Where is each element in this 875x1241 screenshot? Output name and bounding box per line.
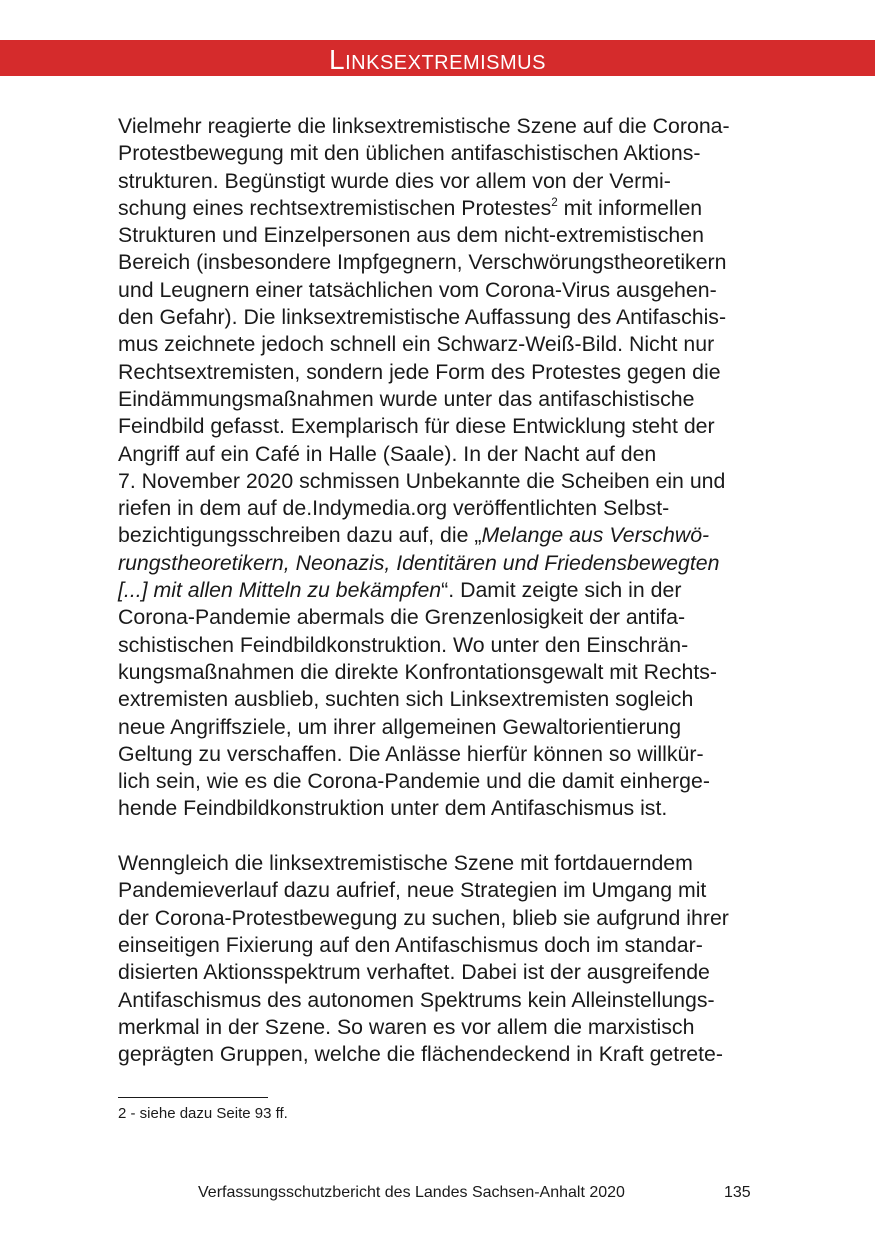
text-line: der Corona-Protestbewegung zu suchen, blieb sie aufgrund ihrer bbox=[118, 905, 729, 930]
text-line bbox=[118, 195, 758, 222]
text-line bbox=[118, 577, 758, 604]
section-title: Linksextremismus bbox=[329, 44, 546, 75]
text-line: Geltung zu verschaffen. Die Anlässe hierfür können so willkür- bbox=[118, 741, 704, 766]
text-line: disierten Aktionsspektrum verhaftet. Dabei ist der ausgreifende bbox=[118, 960, 710, 985]
text-line: Angriff auf ein Café in Halle (Saale). In der Nacht auf den bbox=[118, 441, 657, 466]
text-line: Antifaschismus des autonomen Spektrums kein Alleinstellungs- bbox=[118, 987, 715, 1012]
paragraph-gap bbox=[118, 823, 758, 850]
text-line: geprägten Gruppen, welche die flächendeckend in Kraft getrete- bbox=[118, 1042, 723, 1067]
text-line: merkmal in der Szene. So waren es vor allem die marxistisch bbox=[118, 1014, 695, 1039]
text-line: riefen in dem auf de.Indymedia.org veröffentlichten Selbst- bbox=[118, 496, 670, 521]
text-line: schistischen Feindbildkonstruktion. Wo unter den Einschrän- bbox=[118, 632, 689, 657]
text-line: extremisten ausblieb, suchten sich Linksextremisten sogleich bbox=[118, 687, 694, 712]
text-line: Pandemieverlauf dazu aufrief, neue Strategien im Umgang mit bbox=[118, 878, 707, 903]
footer-publication: Verfassungsschutzbericht des Landes Sachsen-Anhalt 2020 bbox=[198, 1184, 625, 1201]
quoted-text: rungstheoretikern, Neonazis, Identitären und Friedensbewegten bbox=[118, 550, 720, 575]
text-line bbox=[118, 550, 758, 577]
text-line bbox=[118, 522, 758, 549]
quoted-text: [...] mit allen Mitteln zu bekämpfen bbox=[118, 578, 442, 603]
footnote-divider bbox=[118, 1097, 268, 1098]
text-line: Rechtsextremisten, sondern jede Form des Protestes gegen die bbox=[118, 359, 721, 384]
main-text bbox=[118, 113, 758, 1068]
text-line: mus zeichnete jedoch schnell ein Schwarz-Weiß-Bild. Nicht nur bbox=[118, 332, 715, 357]
text-line: Strukturen und Einzelpersonen aus dem nicht-extremistischen bbox=[118, 223, 704, 248]
text-line: hende Feindbildkonstruktion unter dem Antifaschismus ist. bbox=[118, 796, 668, 821]
text-line: strukturen. Begünstigt wurde dies vor allem von der Vermi- bbox=[118, 168, 671, 193]
text-run: mit informellen bbox=[557, 195, 703, 220]
page-number: 135 bbox=[724, 1184, 751, 1201]
text-line: den Gefahr). Die linksextremistische Auffassung des Antifaschis- bbox=[118, 305, 727, 330]
text-line: Protestbewegung mit den üblichen antifaschistischen Aktions- bbox=[118, 141, 701, 166]
text-line: 7. November 2020 schmissen Unbekannte die Scheiben ein und bbox=[118, 468, 726, 493]
text-line: Feindbild gefasst. Exemplarisch für diese Entwicklung steht der bbox=[118, 414, 715, 439]
paragraph-1 bbox=[118, 113, 758, 823]
text-line: kungsmaßnahmen die direkte Konfrontationsgewalt mit Rechts- bbox=[118, 659, 717, 684]
text-line: Bereich (insbesondere Impfgegnern, Verschwörungstheoretikern bbox=[118, 250, 727, 275]
text-run: “. Damit zeigte sich in der bbox=[441, 578, 682, 603]
text-line: und Leugnern einer tatsächlichen vom Corona-Virus ausgehen- bbox=[118, 277, 717, 302]
text-line: Vielmehr reagierte die linksextremistische Szene auf die Corona- bbox=[118, 114, 730, 138]
quoted-text: Melange aus Verschwö- bbox=[481, 523, 710, 548]
footnote: 2 - siehe dazu Seite 93 ff. bbox=[118, 1105, 288, 1122]
footnote-reference: 2 bbox=[551, 196, 558, 210]
text-line: Wenngleich die linksextremistische Szene mit fortdauerndem bbox=[118, 851, 693, 876]
text-line: lich sein, wie es die Corona-Pandemie und die damit einherge- bbox=[118, 769, 710, 794]
text-line: Eindämmungsmaßnahmen wurde unter das antifaschistische bbox=[118, 386, 695, 411]
text-run: bezichtigungsschreiben dazu auf, die „ bbox=[118, 523, 482, 548]
text-line: neue Angriffsziele, um ihrer allgemeinen Gewaltorientierung bbox=[118, 714, 682, 739]
text-line: Corona-Pandemie abermals die Grenzenlosigkeit der antifa- bbox=[118, 605, 686, 630]
text-line: einseitigen Fixierung auf den Antifaschismus doch im standar- bbox=[118, 932, 703, 957]
paragraph-2 bbox=[118, 850, 758, 1068]
text-run: schung eines rechtsextremistischen Protestes bbox=[118, 195, 552, 220]
